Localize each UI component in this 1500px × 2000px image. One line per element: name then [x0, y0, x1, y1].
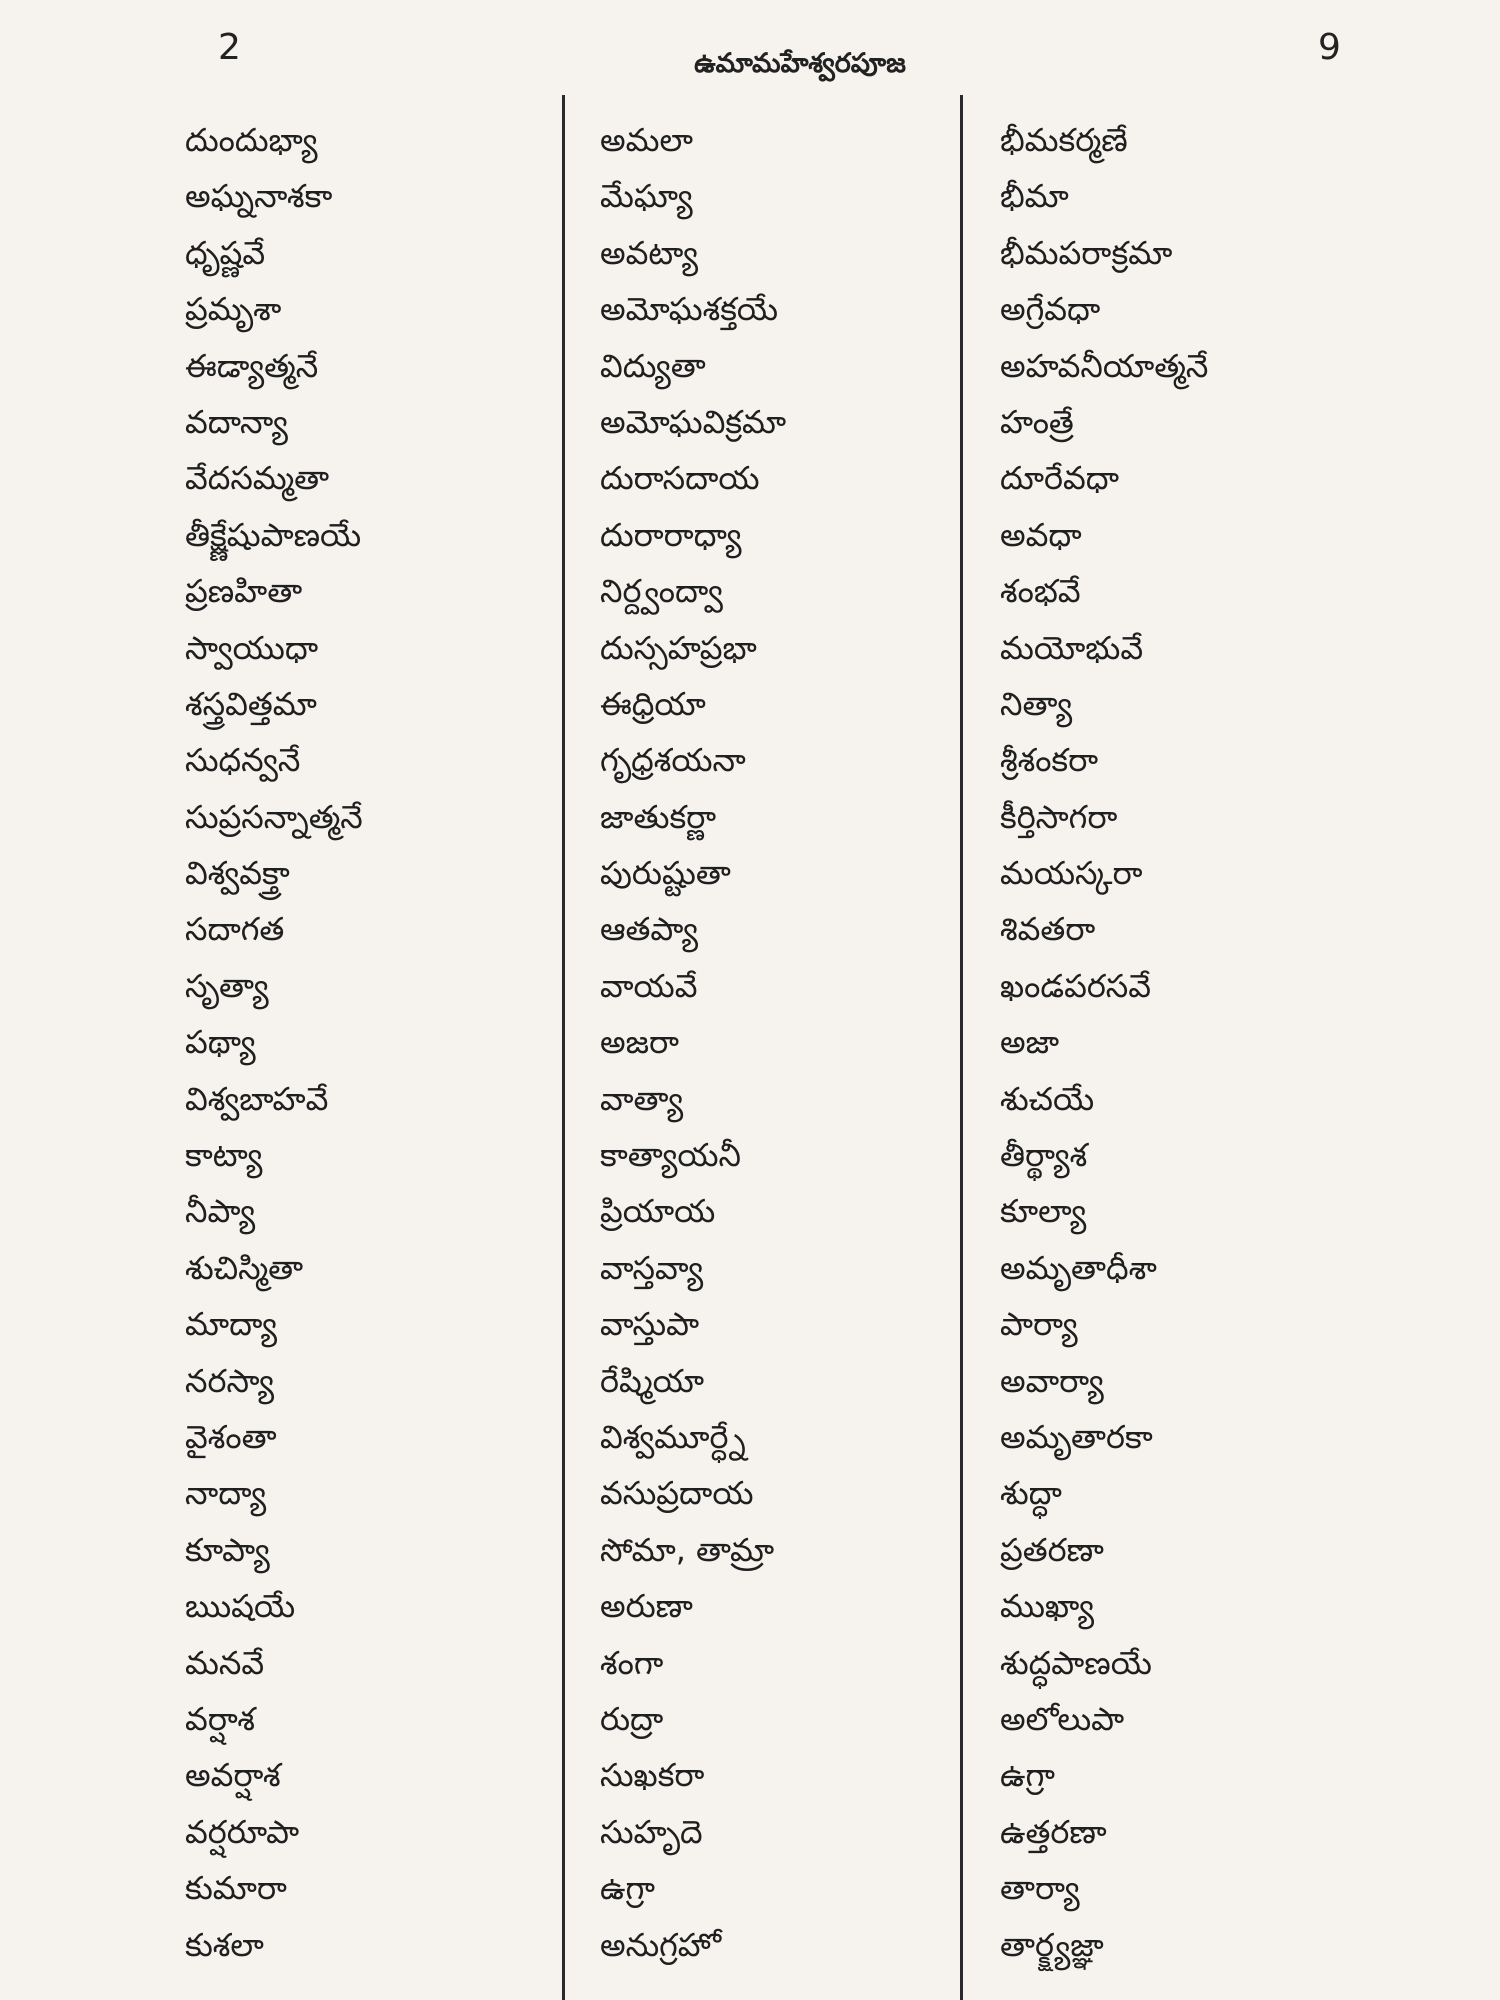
name-entry: ఋషయే [185, 1587, 296, 1626]
name-entry: అవధా [1000, 515, 1082, 554]
name-entry: గృధ్రశయనా [600, 741, 746, 780]
name-entry: అమోఘవిక్రమా [600, 402, 787, 441]
name-entry: ప్రియాయ [600, 1192, 716, 1231]
name-column-3 [1000, 112, 1320, 1973]
name-entry: దురారాధ్యా [600, 515, 742, 554]
name-entry: అగ్రేవధా [1000, 290, 1101, 329]
name-entry: అమృతారకా [1000, 1417, 1153, 1456]
name-entry: సుప్రసన్నాత్మనే [185, 797, 363, 836]
name-entry: వాత్యా [600, 1079, 684, 1118]
name-entry: సదాగత [185, 910, 285, 949]
name-entry: మనవే [185, 1643, 265, 1682]
name-entry: స్వాయుధా [185, 628, 319, 667]
name-entry: అజా [1000, 1023, 1060, 1062]
name-entry: ఉగ్రా [1000, 1756, 1056, 1795]
running-title: ఉమామహేశ్వరపూజ [694, 48, 906, 79]
name-entry: శివతరా [1000, 910, 1096, 949]
name-entry: నరస్యా [185, 1361, 275, 1400]
name-entry: తార్క్ష్యజ్ఞా [1000, 1925, 1104, 1964]
column-divider-1 [562, 95, 565, 2000]
name-entry: శుచిస్మితా [185, 1248, 304, 1287]
name-entry: వసుప్రదాయ [600, 1474, 754, 1513]
name-entry: వదాన్యా [185, 402, 288, 441]
name-entry: కుశలా [185, 1925, 264, 1964]
name-entry: భీమా [1000, 177, 1069, 216]
name-entry: కూప్యా [185, 1530, 270, 1569]
name-entry: హంత్రే [1000, 402, 1074, 441]
name-entry: కాత్యాయనీ [600, 1136, 741, 1175]
name-entry: శంభవే [1000, 572, 1081, 611]
name-entry: వర్షాశ [185, 1699, 256, 1738]
name-entry: ప్రతరణా [1000, 1530, 1104, 1569]
name-entry: పార్యా [1000, 1305, 1078, 1344]
name-entry: శుచయే [1000, 1079, 1095, 1118]
name-entry: ఖండపరసవే [1000, 966, 1152, 1005]
name-entry: ఉగ్రా [600, 1869, 656, 1908]
name-entry: కూల్యా [1000, 1192, 1087, 1231]
name-entry: నీప్యా [185, 1192, 256, 1231]
name-entry: శుద్ధా [1000, 1474, 1062, 1513]
name-entry: వర్షరూపా [185, 1812, 300, 1851]
name-entry: శంగా [600, 1643, 664, 1682]
name-entry: తీర్థ్యాశ [1000, 1136, 1088, 1175]
name-entry: అజరా [600, 1023, 679, 1062]
name-entry: అహవనీయాత్మనే [1000, 346, 1209, 385]
name-entry: విశ్వబాహవే [185, 1079, 329, 1118]
name-entry: అవట్యా [600, 233, 698, 272]
page-number-right: 9 [1318, 27, 1341, 68]
name-entry: అమలా [600, 121, 693, 159]
name-entry: సుహృదె [600, 1812, 703, 1851]
name-entry: పథ్యా [185, 1023, 256, 1062]
column-divider-2 [960, 95, 963, 2000]
name-entry: అవార్యా [1000, 1361, 1104, 1400]
name-column-2 [600, 112, 950, 1973]
name-entry: విద్యుతా [600, 346, 706, 385]
name-entry: ప్రణహితా [185, 572, 303, 611]
name-entry: ఈడ్యాత్మనే [185, 346, 319, 385]
name-entry: అరుణా [600, 1587, 693, 1626]
name-entry: తీక్ష్ణేషుపాణయే [185, 515, 362, 554]
name-entry: రుద్రా [600, 1699, 664, 1738]
name-entry: అఘ్ననాశకా [185, 177, 333, 216]
page-number-left: 2 [218, 27, 241, 68]
name-entry: వాస్తవ్యా [600, 1248, 704, 1287]
name-entry: దురాసదాయ [600, 459, 760, 498]
name-entry: అమృతాధీశా [1000, 1248, 1157, 1287]
name-entry: ధృష్ణవే [185, 233, 266, 272]
name-entry: నాద్యా [185, 1474, 267, 1513]
name-entry: మాద్యా [185, 1305, 278, 1344]
name-entry: వైశంతా [185, 1417, 277, 1456]
name-entry: మేఘ్యా [600, 177, 693, 216]
name-entry: జాతుకర్ణా [600, 797, 717, 836]
name-entry: నిత్యా [1000, 684, 1073, 723]
name-entry: శ్రీశంకరా [1000, 741, 1099, 780]
name-entry: అలోలుపా [1000, 1699, 1125, 1738]
name-entry: దుస్సహప్రభా [600, 628, 757, 667]
name-entry: కీర్తిసాగరా [1000, 797, 1118, 836]
name-entry: కుమారా [185, 1869, 287, 1908]
name-entry: ఈధ్రియా [600, 684, 706, 723]
name-entry: ఉత్తరణా [1000, 1812, 1107, 1851]
name-entry: సృత్యా [185, 966, 269, 1005]
name-column-1 [185, 112, 545, 1973]
name-entry: ప్రమృశా [185, 290, 282, 329]
name-entry: రేష్మియా [600, 1361, 705, 1400]
name-entry: సోమా, తామ్రా [600, 1530, 775, 1569]
name-entry: విశ్వమూర్ధ్నే [600, 1417, 746, 1456]
name-entry: ఆతప్యా [600, 910, 699, 949]
name-entry: శుద్ధపాణయే [1000, 1643, 1152, 1682]
name-entry: ముఖ్యా [1000, 1587, 1095, 1626]
name-entry: సుధన్వనే [185, 741, 301, 780]
name-entry: వాస్తుపా [600, 1305, 700, 1344]
name-entry: దుందుభ్యా [185, 121, 318, 159]
name-entry: తార్యా [1000, 1869, 1080, 1908]
name-entry: కాట్యా [185, 1136, 263, 1175]
name-entry: నిర్ద్వంద్వా [600, 572, 723, 611]
name-entry: సుఖకరా [600, 1756, 705, 1795]
name-entry: దూరేవధా [1000, 459, 1119, 498]
name-entry: వేదసమ్మతా [185, 459, 330, 498]
name-entry: వాయవే [600, 966, 698, 1005]
name-entry: అవర్షాశ [185, 1756, 281, 1795]
name-entry: మయోభువే [1000, 628, 1144, 667]
name-entry: మయస్కరా [1000, 854, 1143, 893]
name-entry: పురుష్టుతా [600, 854, 731, 893]
name-entry: భీమకర్మణే [1000, 121, 1128, 159]
name-entry: అనుగ్రహో [600, 1925, 722, 1964]
name-entry: అమోఘశక్తయే [600, 290, 779, 329]
name-entry: శస్త్రవిత్తమా [185, 684, 317, 723]
name-entry: విశ్వవక్త్రా [185, 854, 290, 893]
name-entry: భీమపరాక్రమా [1000, 233, 1173, 272]
